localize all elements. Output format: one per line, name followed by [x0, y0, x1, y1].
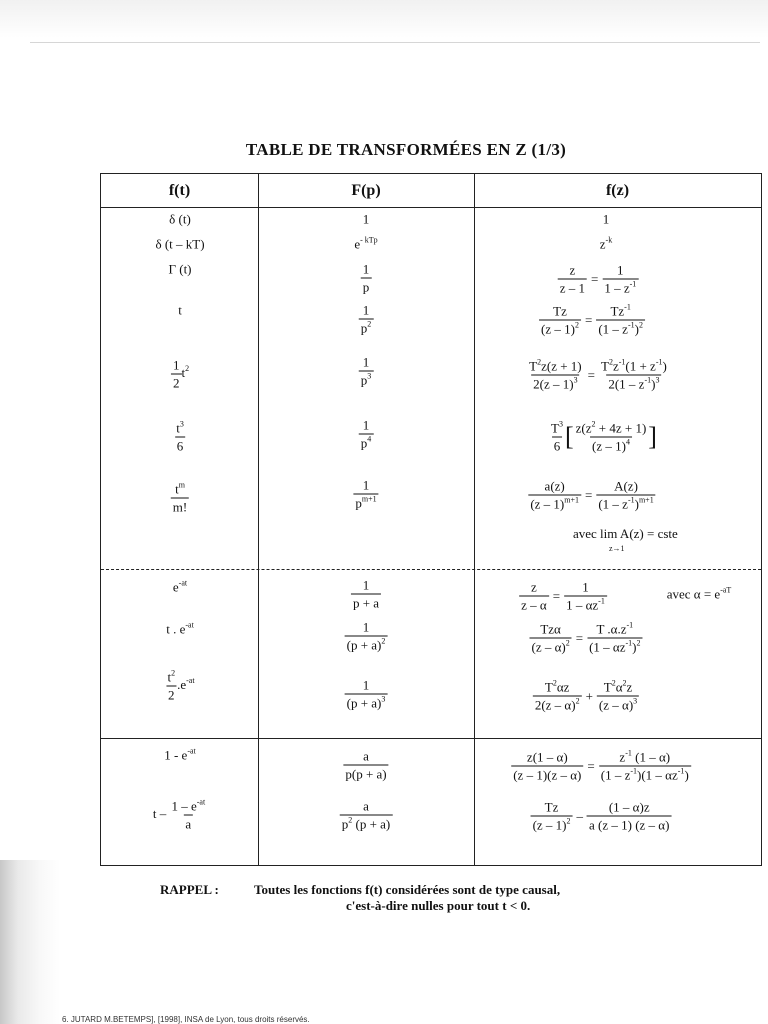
r2-fz: $z^{-k}$	[599, 235, 613, 252]
r3-fp: $\frac{1}{p}$	[362, 261, 370, 295]
rappel-line-2: c'est-à-dire nulles pour tout t < 0.	[346, 898, 531, 913]
r2-fp: $e^{- kTp}$	[354, 235, 378, 252]
rappel-line-1: Toutes les fonctions f(t) considérées sont de type causal,	[254, 882, 561, 897]
r1-fp: 1	[362, 211, 370, 227]
section-divider-dashed	[101, 569, 761, 570]
r12-fp: $\frac{a}{p^2 (p + a)}$	[341, 798, 391, 832]
r11-fp: $\frac{a}{p(p + a)}$	[345, 748, 387, 782]
scan-shadow-top	[0, 0, 768, 38]
footer-copyright: 6. JUTARD M.BETEMPS], [1998], INSA de Lyon, tous droits réservés.	[62, 1015, 310, 1024]
r5-fz: $\frac{T^2z(z + 1)}{2(z - 1)^3}$ = $\frac{T^2z^{-1}(1 + z^{-1})}{2(1 - z^{-1})^3}$	[529, 357, 667, 392]
r5-fp: $\frac{1}{p^3}$	[360, 354, 372, 388]
scan-shadow-left	[0, 860, 60, 1024]
r1-ft: δ (t)	[169, 211, 191, 227]
r4-fp: $\frac{1}{p^2}$	[360, 302, 372, 336]
transform-table	[100, 173, 762, 866]
r1-fz: 1	[602, 211, 610, 227]
r9-ft: t . $e^{-at}$	[166, 620, 194, 637]
rappel-text	[254, 882, 560, 914]
rappel-label: RAPPEL :	[160, 882, 219, 897]
r5-ft: $\frac{1}{2}$ $t^2$	[172, 357, 190, 391]
r9-fz: Tzα (z – α)$^2$ = $\frac{T .\alpha.z^{-1}}{(1 - \alpha z^{-1})^2}$	[531, 620, 641, 655]
r3-fz: $\frac{z}{z - 1}$ = $\frac{1}{1 - z^{-1}}$	[559, 262, 637, 296]
r3-ft: Γ (t)	[168, 261, 192, 277]
r9-fp: $\frac{1}{(p + a)^2}$	[346, 619, 386, 653]
r8-ft: $e^{-at}$	[172, 578, 188, 595]
column-divider-2	[474, 174, 475, 865]
page-title: TABLE DE TRANSFORMÉES EN Z (1/3)	[245, 140, 567, 159]
r12-ft: t – $\frac{1 - e^{-at}}{a}$	[152, 797, 206, 832]
header-fz: f(z)	[605, 182, 630, 199]
r8-fz: $\frac{z}{z - \alpha}$ = $\frac{1}{1 - \alpha z^{-1}}$	[521, 579, 605, 613]
header-separator	[101, 207, 761, 208]
r7-fp: $\frac{1}{p^{m+1}}$	[355, 477, 377, 511]
r12-fz: $\frac{Tz}{(z - 1)^2}$ – $\frac{(1 - \alpha)z}{a (z - 1) (z - \alpha)}$	[532, 799, 670, 833]
header-fp: F(p)	[351, 182, 381, 199]
r6-fz: $\frac{T^3}{6}$ [ $\frac{z(z^2 + 4z + 1)}{(z - 1)^4}$ ]	[551, 419, 657, 454]
r7-limit-subscript: z→1	[609, 544, 625, 553]
r6-ft: $\frac{t^3}{6}$	[176, 419, 184, 454]
r7-ft: $\frac{t^m}{m!}$	[172, 480, 188, 515]
r4-fz: $\frac{Tz}{(z - 1)^2}$ = $\frac{Tz^{-1}}{(1 - z^{-1})^2}$	[541, 302, 643, 337]
r2-ft: δ (t – kT)	[155, 236, 205, 252]
r10-fp: $\frac{1}{(p + a)^3}$	[346, 677, 386, 711]
r4-ft: t	[178, 302, 182, 318]
r8-fz-note: avec $\alpha = e^{-aT}$	[666, 585, 732, 602]
r7-limit-note: avec lim A(z) = cste z→1	[573, 526, 678, 553]
r11-ft: $1 - e^{-at}$	[164, 746, 196, 763]
column-divider-1	[258, 174, 259, 865]
scan-artifact-line	[30, 42, 760, 43]
r7-fz: $\frac{a(z)}{(z - 1)^{m+1}}$ = $\frac{A(z)}{(1 - z^{-1})^{m+1}}$	[530, 478, 654, 512]
r10-fz: $\frac{T^2\alpha z}{2(z - \alpha)^2}$ + $\frac{T^2\alpha^2z}{(z - \alpha)^3}$	[534, 678, 638, 713]
section-divider	[101, 738, 761, 739]
r10-ft: $\frac{t^2}{2}$ $.e^{-at}$	[167, 668, 195, 703]
header-ft: f(t)	[168, 182, 191, 199]
r11-fz: $\frac{z(1 - \alpha)}{(z - 1)(z - \alpha)}$ = $\frac{z^{-1} (1 - \alpha)}{(1 - z^{-1})(1 - \alpha z^{-1})}$	[513, 748, 689, 783]
r6-fp: $\frac{1}{p^4}$	[360, 417, 372, 451]
r8-fp: $\frac{1}{p + a}$	[352, 577, 380, 611]
